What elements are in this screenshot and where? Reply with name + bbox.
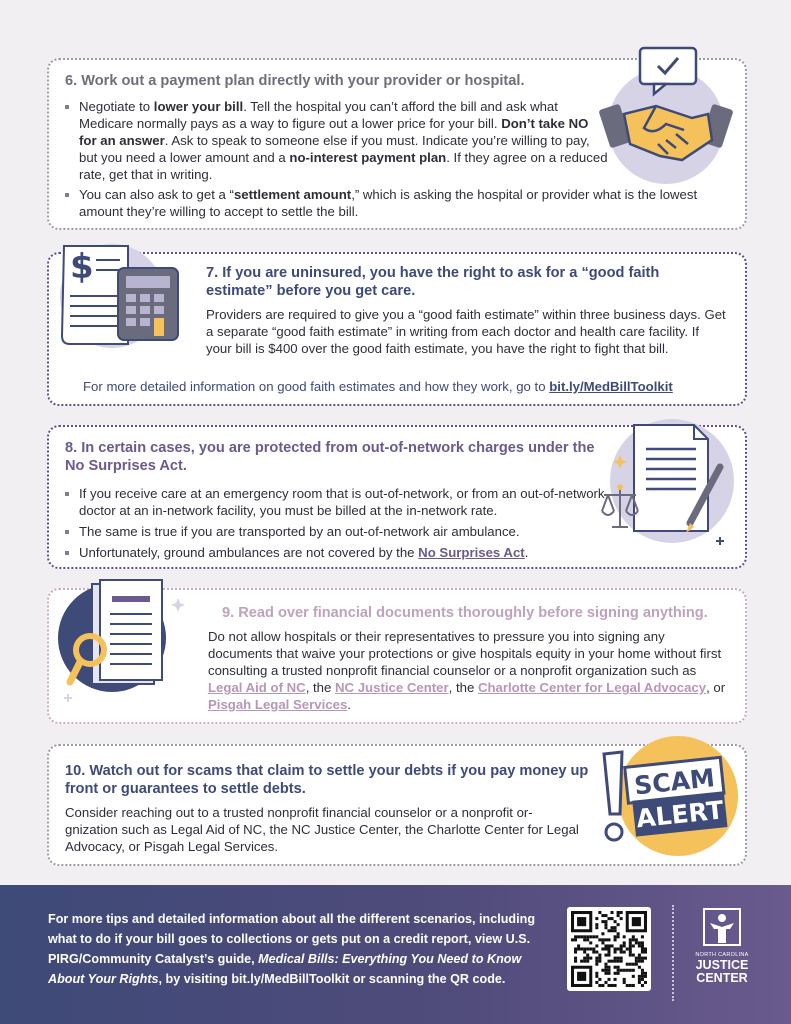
footer-text: For more tips and detailed information about all the different scenarios, including what to do if your bill goes to collections or gets put on a credit report, view U.S. PIRG/Community Catalyst’s guide, Medical Bills: Everything You Need to Know About Your Rights, by visiting bit.ly/MedBillToolkit or scanning the QR code. — [48, 912, 536, 986]
section-8-title: 8. In certain cases, you are protected from out-of-network charges under the No Surprises Act. — [65, 440, 595, 474]
magnifier-document-icon — [56, 578, 196, 708]
section-7-more: For more detailed information on good faith estimates and how they work, go to bit.ly/MedBillToolkit — [83, 379, 673, 394]
svg-text:$: $ — [70, 247, 94, 287]
logo-state: NORTH CAROLINA — [695, 952, 749, 958]
section-6-list — [61, 94, 609, 183]
scam-alert-icon — [598, 734, 740, 860]
list-item: You can also ask to get a “settlement amount,” which is asking the hospital or provider what is the lowest amount they’re willing to accept to settle the bill. — [61, 186, 737, 220]
section-6-title: 6. Work out a payment plan directly with your provider or hospital. — [65, 73, 525, 89]
qr-code[interactable] — [567, 907, 651, 991]
nc-justice-center-logo — [690, 907, 754, 985]
section-6-list-2 — [61, 182, 737, 220]
section-7-body: Providers are required to give you a “good faith estimate” within three business days. Get a separate “good faith estimate” in writing from each doctor and health care facility. If your bill is $400 over the good faith estimate, you have the right to fight that bill. — [206, 307, 726, 356]
toolkit-link[interactable]: bit.ly/MedBillToolkit — [549, 379, 673, 394]
list-item: Negotiate to lower your bill. Tell the hospital you can’t afford the bill and ask what Medicare normally pays as a way to figure out a lower price for your bill. Don’t take NO for an answer. Ask to speak to someone else if you must. Indicate you’re willing to pay, but you need a lower amount and a no-interest payment plan. If they agree on a reduced rate, get that in writing. — [61, 98, 609, 183]
footer — [0, 885, 791, 1024]
list-item: If you receive care at an emergency room that is out-of-network, or from an out-of-network doctor at an in-network facility, you must be billed at the in-network rate. — [61, 485, 609, 519]
nc-justice-center-link[interactable]: NC Justice Center — [335, 680, 449, 695]
scam-text: SCAM — [632, 763, 717, 801]
list-item: Unfortunately, ground ambulances are not covered by the No Surprises Act. — [61, 544, 609, 561]
logo-line-2: CENTER — [696, 971, 748, 985]
no-surprises-act-link[interactable]: No Surprises Act — [418, 545, 525, 560]
pisgah-legal-link[interactable]: Pisgah Legal Services — [208, 697, 348, 712]
section-9-title: 9. Read over financial documents thoroughly before signing anything. — [222, 605, 708, 621]
footer-toolkit-link[interactable]: bit.ly/MedBillToolkit — [231, 972, 350, 986]
legal-document-icon — [598, 415, 738, 555]
bill-calculator-icon — [56, 240, 186, 356]
list-item: The same is true if you are transported by an out-of-network air ambulance. — [61, 523, 609, 540]
alert-text: ALERT — [634, 795, 725, 834]
section-8-list — [61, 481, 609, 561]
footer-divider — [672, 905, 674, 1001]
section-10-body: Consider reaching out to a trusted nonprofit financial counselor or a nonprofit or-gnization such as Legal Aid of NC, the NC Justice Center, the Charlotte Center for Legal Advocacy, or Pisgah Legal Services. — [65, 805, 579, 854]
logo-line-1: JUSTICE — [695, 958, 749, 972]
legal-aid-link[interactable]: Legal Aid of NC — [208, 680, 306, 695]
handshake-icon — [596, 44, 736, 184]
charlotte-center-link[interactable]: Charlotte Center for Legal Advocacy — [477, 680, 707, 695]
section-10-title: 10. Watch out for scams that claim to settle your debts if you pay money up front or guarantees to settle debts. — [65, 763, 589, 797]
logo-mark-icon — [702, 907, 742, 947]
section-7-title: 7. If you are uninsured, you have the right to ask for a “good faith estimate” before you get care. — [206, 265, 660, 299]
section-9-body: Do not allow hospitals or their representatives to pressure you into signing any documents that waive your protections or give hospitals equity in your home without first consulting a trusted nonprofit financial counselor or a nonprofit organization such as Legal Aid of NC, the NC Justice Center, the Charlotte Center for Legal Advocacy, or Pisgah Legal Services. — [208, 629, 726, 712]
